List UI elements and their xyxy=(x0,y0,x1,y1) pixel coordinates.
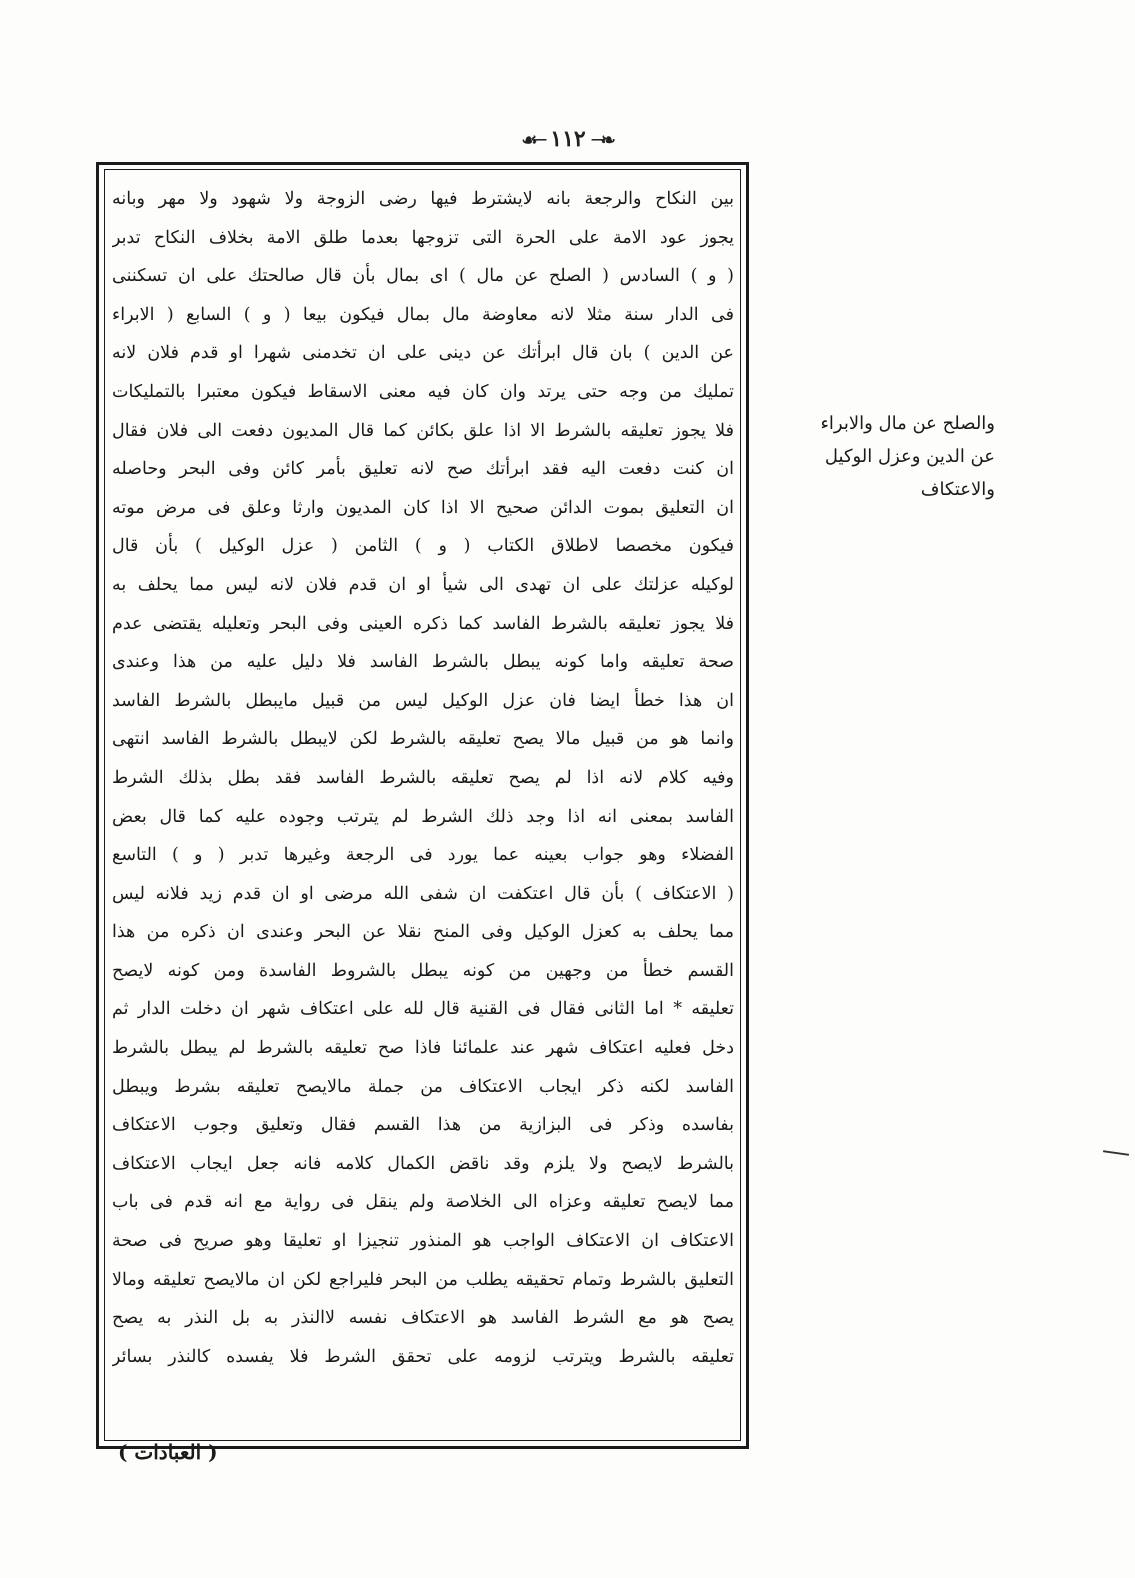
text-line: الفضلاء وهو جواب بعينه عما يورد فى الرجعة وغيرها تدبر ( و ) التاسع xyxy=(112,845,734,866)
text-line: فلا يجوز تعليقه بالشرط الا اذا علق بكائن كما قال المديون دفعت الى فلان فقال xyxy=(112,420,734,441)
text-line: الفاسد بمعنى انه اذا وجد ذلك الشرط لم يترتب وجوده عليه كما قال بعض xyxy=(112,806,734,827)
text-line: تمليك من وجه حتى يرتد وان كان فيه معنى الاسقاط فيكون معتبرا بالتمليكات xyxy=(112,381,734,402)
text-line: مما يحلف به كعزل الوكيل وفى المنح نقلا عن البحر وعندى ان ذكره من هذا xyxy=(112,922,734,943)
page-number xyxy=(0,126,1135,152)
text-line: بالشرط لايصح ولا يلزم وقد ناقض الكمال كلامه فانه جعل ايجاب الاعتكاف xyxy=(112,1153,734,1174)
text-line: ان هذا خطأ ايضا فان عزل الوكيل ليس من قبيل مايبطل بالشرط الفاسد xyxy=(112,690,734,711)
text-line: الاعتكاف ان الاعتكاف الواجب هو المنذور تنجيزا او تعليقا وهو صريح فى صحة xyxy=(112,1231,734,1252)
text-line: التعليق بالشرط وتمام تحقيقه يطلب من البحر فليراجع لكن ان مالايصح تعليقه ومالا xyxy=(112,1269,734,1290)
text-line: وفيه كلام لانه اذا لم يصح تعليقه بالشرط الفاسد فقد بطل بذلك الشرط xyxy=(112,767,734,788)
text-line: القسم خطأ من وجهين من كونه يبطل بالشروط الفاسدة ومن كونه لايصح xyxy=(112,960,734,981)
margin-note-line: والاعتكاف xyxy=(920,479,995,500)
text-line: فيكون مخصصا لاطلاق الكتاب ( و ) الثامن ( عزل الوكيل ) بأن قال xyxy=(112,536,734,557)
right-ornament-icon: ─☙ xyxy=(521,129,545,151)
text-line: دخل فعليه اعتكاف شهر عند علمائنا فاذا صح تعليقه بالشرط لم يبطل بالشرط xyxy=(112,1038,734,1059)
text-line: فلا يجوز تعليقه بالشرط الفاسد كما ذكره العينى وفى البحر وتعليله يقتضى عدم xyxy=(112,613,734,634)
signature-mark: ( العبادات ) xyxy=(118,1440,218,1464)
margin-note-line: والصلح عن مال والابراء xyxy=(820,413,995,434)
text-line: لوكيله عزلتك على ان تهدى الى شيأ او ان قدم فلان لانه ليس مما يحلف به xyxy=(112,574,734,595)
page-number-text: ١١٢ xyxy=(550,126,586,152)
text-line: تعليقه * اما الثانى فقال فى القنية قال لله على اعتكاف شهر ان دخلت الدار ثم xyxy=(112,999,734,1020)
margin-note xyxy=(760,407,995,506)
text-line: بين النكاح والرجعة بانه لايشترط فيها رضى الزوجة ولا شهود ولا مهر وبانه xyxy=(112,189,734,209)
text-line: صحة تعليقه واما كونه يبطل بالشرط الفاسد فلا دليل عليه من هذا وعندى xyxy=(112,652,734,673)
text-line: الفاسد لكنه ذكر ايجاب الاعتكاف من جملة مالايصح تعليقه بشرط ويبطل xyxy=(112,1076,734,1097)
text-line: يصح هو مع الشرط الفاسد هو الاعتكاف نفسه لاالنذر به بل النذر به يصح xyxy=(112,1308,734,1329)
text-line: عن الدين ) بان قال ابرأتك عن دينى على ان تخدمنى شهرا او قدم فلان لانه xyxy=(112,343,734,364)
text-line: وانما هو من قبيل مالا يصح تعليقه بالشرط لكن لايبطل بالشرط الفاسد انتهى xyxy=(112,729,734,750)
text-line: ( الاعتكاف ) بأن قال اعتكفت ان شفى الله مرضى او ان قدم زيد فلانه ليس xyxy=(112,883,734,904)
main-text-block xyxy=(112,180,734,1435)
text-line: فى الدار سنة مثلا لانه معاوضة مال بمال فيكون بيعا ( و ) السابع ( الابراء xyxy=(112,304,734,325)
text-line: يجوز عود الامة على الحرة التى تزوجها بعدما طلق الامة بخلاف النكاح تدبر xyxy=(112,227,734,248)
text-line: ان التعليق بموت الدائن صحيح الا اذا كان المديون وارثا وعلق فى مرض موته xyxy=(112,497,734,518)
text-line: تعليقه بالشرط ويترتب لزومه على تحقق الشرط فلا يفسده كالنذر بسائر xyxy=(112,1346,734,1367)
left-ornament-icon: ❧─ xyxy=(591,129,614,151)
text-line: بفاسده وذكر فى البزازية من هذا القسم فقال وتعليق وجوب الاعتكاف xyxy=(112,1115,734,1136)
text-line: مما لايصح تعليقه وعزاه الى الخلاصة ولم ينقل فى رواية مع انه قدم فى باب xyxy=(112,1192,734,1213)
text-line: ان كنت دفعت اليه فقد ابرأتك صح لانه تعليق بأمر كائن وفى البحر وحاصله xyxy=(112,459,734,480)
margin-note-line: عن الدين وعزل الوكيل xyxy=(824,446,995,467)
stray-pen-mark xyxy=(1103,1150,1129,1156)
text-line: ( و ) السادس ( الصلح عن مال ) اى بمال بأن قال صالحتك على ان تسكننى xyxy=(112,266,734,287)
